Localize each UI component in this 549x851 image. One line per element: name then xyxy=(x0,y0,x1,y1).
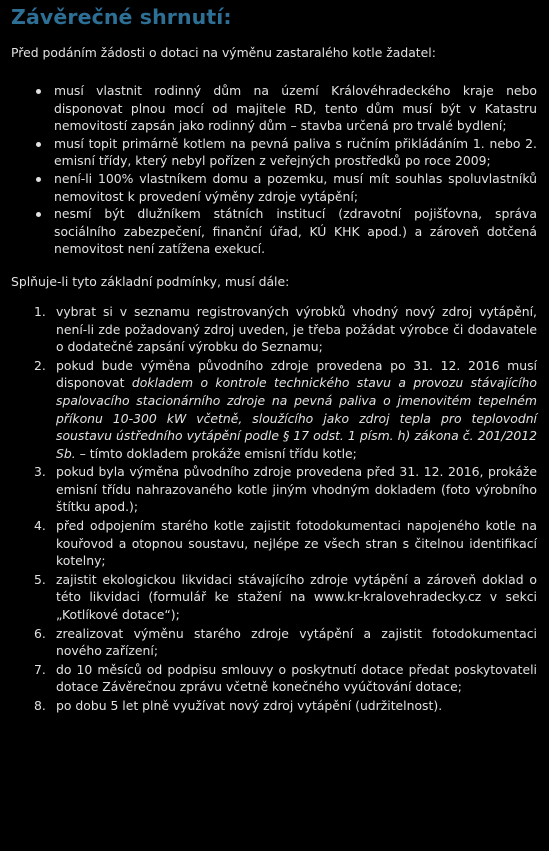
step-number: 5. xyxy=(34,571,46,587)
step-number: 3. xyxy=(34,464,46,480)
bullet-icon xyxy=(36,89,41,94)
bullet-icon xyxy=(36,212,41,217)
list-item-text: po dobu 5 let plně využívat nový zdroj vytápění (udržitelnost). xyxy=(56,698,443,713)
list-item xyxy=(11,571,539,624)
bullet-icon xyxy=(36,177,41,182)
list-item-text: do 10 měsíců od podpisu smlouvy o poskytnutí dotace předat poskytovateli dotace Závěrečnou zprávu včetně konečného vyúčtování dotace; xyxy=(56,661,537,695)
step-number: 8. xyxy=(34,698,46,713)
list-item-text: pokud bude výměna původního zdroje provedena po 31. 12. 2016 musí disponovat xyxy=(56,357,537,391)
list-item xyxy=(11,463,539,516)
step-number: 6. xyxy=(34,625,46,641)
list-item xyxy=(11,205,539,258)
list-item xyxy=(11,357,539,463)
page-title: Závěrečné shrnutí: xyxy=(11,5,232,29)
bullet-icon xyxy=(36,142,41,147)
list-item-text: před odpojením starého kotle zajistit fotodokumentaci napojeného kotle na kouřovod a otopnou soustavu, nejlépe ze všech stran s čitelnou identifikací kotelny; xyxy=(56,518,537,569)
step-number: 7. xyxy=(34,661,46,677)
list-item xyxy=(11,625,539,660)
step-number: 1. xyxy=(34,303,46,319)
list-item-text: musí vlastnit rodinný dům na území Královéhradeckého kraje nebo disponovat plnou mocí od majitele RD, tento dům musí být v Katastru nemovitostí zapsán jako rodinný dům – stavba určená pro trvalé bydlení; xyxy=(54,83,537,134)
list-item-text: – tímto dokladem prokáže emisní třídu kotle; xyxy=(75,445,357,461)
list-item xyxy=(11,303,539,356)
list-item-text: není-li 100% vlastníkem domu a pozemku, musí mít souhlas spoluvlastníků nemovitost k provedení výměny zdroje vytápění; xyxy=(54,170,537,204)
list-item-text: pokud byla výměna původního zdroje provedena před 31. 12. 2016, prokáže emisní třídu nahrazovaného kotle jiným vhodným dokladem (foto výrobního štítku apod.); xyxy=(56,464,537,515)
section-subheading: Splňuje-li tyto základní podmínky, musí dále: xyxy=(11,273,290,289)
step-number: 2. xyxy=(34,357,46,373)
list-item xyxy=(11,135,539,170)
intro-paragraph: Před podáním žádosti o dotaci na výměnu zastaralého kotle žadatel: xyxy=(11,45,436,60)
list-item xyxy=(11,517,539,570)
requirements-list xyxy=(11,82,539,258)
list-item xyxy=(11,82,539,135)
list-item xyxy=(11,697,539,715)
list-item-text: musí topit primárně kotlem na pevná paliva s ručním přikládáním 1. nebo 2. emisní třídy, který nebyl pořízen z veřejných prostředků po roce 2009; xyxy=(54,135,537,169)
list-item xyxy=(11,170,539,205)
list-item-text: zrealizovat výměnu starého zdroje vytápění a zajistit fotodokumentaci nového zařízení; xyxy=(56,625,537,659)
document-reference: dokladem o kontrole technického stavu a provozu stávajícího spalovacího stacionárního zdroje na pevná paliva o jmenovitém tepelném příkonu 10-300 kW včetně, sloužícího jako zdroj tepla pro teplovodní soustavu ústředního vytápění podle § 17 odst. 1 písm. h) zákona č. 201/2012 Sb. xyxy=(56,375,537,461)
step-number: 4. xyxy=(34,518,46,534)
list-item-text: vybrat si v seznamu registrovaných výrobků vhodný nový zdroj vytápění, není-li zde požadovaný zdroj uveden, je třeba požádat výrobce či dodavatele o dodatečné zapsání výrobku do Seznamu; xyxy=(56,303,537,355)
list-item-text: nesmí být dlužníkem státních institucí (zdravotní pojišťovna, správa sociálního zabezpečení, finanční úřad, KÚ KHK apod.) a zároveň dotčená nemovitost není zatížena exekucí. xyxy=(54,206,537,257)
list-item xyxy=(11,661,539,696)
steps-list xyxy=(11,303,539,715)
list-item-text: zajistit ekologickou likvidaci stávajícího zdroje vytápění a zároveň doklad o této likvidaci (formulář ke stažení na www.kr-kralovehradecky.cz v sekci „Kotlíkové dotace“); xyxy=(56,571,537,623)
